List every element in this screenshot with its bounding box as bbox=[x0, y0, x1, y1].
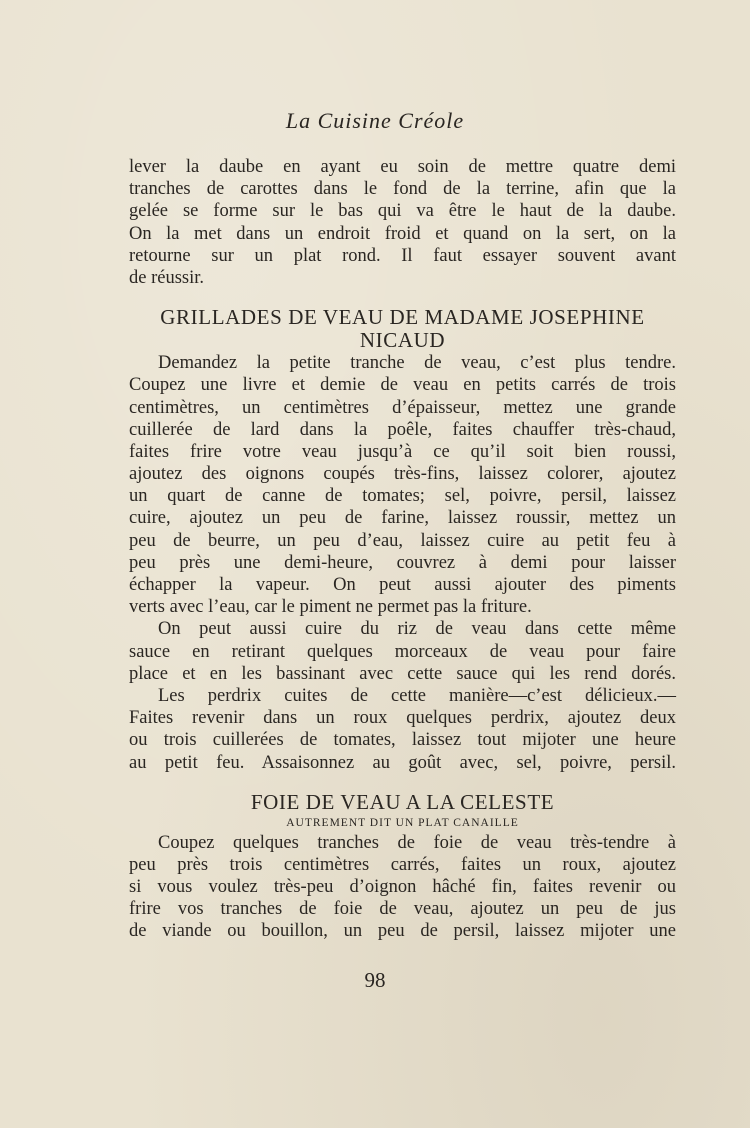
text-line: peu de beurre, un peu d’eau, laissez cuire au petit feu à bbox=[129, 530, 676, 551]
text-line: verts avec l’eau, car le piment ne permet pas la friture. bbox=[129, 597, 532, 618]
spacer bbox=[129, 774, 676, 791]
section-subheading: AUTREMENT DIT UN PLAT CANAILLE bbox=[286, 816, 519, 829]
text-line: si vous voulez très-peu d’oignon hâché fin, faites revenir ou bbox=[129, 877, 676, 898]
text-line: de viande ou bouillon, un peu de persil, laissez mijoter une bbox=[129, 921, 676, 942]
text-line: Faites revenir dans un roux quelques perdrix, ajoutez deux bbox=[129, 708, 676, 729]
text-line: ou trois cuillerées de tomates, laissez tout mijoter une heure bbox=[129, 730, 676, 751]
text-line: On la met dans un endroit froid et quand on la sert, on la bbox=[129, 223, 676, 244]
recipe-grillades bbox=[129, 306, 676, 774]
recipe-foie-de-veau bbox=[129, 791, 676, 943]
text-line: échapper la vapeur. On peut aussi ajouter des piments bbox=[129, 575, 676, 595]
text-line: retourne sur un plat rond. Il faut essayer souvent avant bbox=[129, 245, 676, 266]
text-line: ajoutez des oignons coupés très-fins, laissez colorer, ajoutez bbox=[129, 464, 676, 485]
paragraph bbox=[129, 832, 676, 943]
paragraph bbox=[129, 618, 676, 685]
text-line: place et en les bassinant avec cette sauce qui les rend dorés. bbox=[129, 663, 676, 684]
text-line: frire vos tranches de foie de veau, ajoutez un peu de jus bbox=[129, 899, 676, 920]
text-line: cuire, ajoutez un peu de farine, laissez roussir, mettez un bbox=[129, 508, 676, 529]
text-line: un quart de canne de tomates; sel, poivre, persil, laissez bbox=[129, 486, 676, 507]
page-body bbox=[129, 156, 676, 943]
text-line: sauce en retirant quelques morceaux de veau pour faire bbox=[129, 641, 676, 662]
paragraph bbox=[129, 352, 676, 618]
text-line: Demandez la petite tranche de veau, c’est plus tendre. bbox=[158, 353, 676, 374]
text-line: Les perdrix cuites de cette manière—c’est délicieux.— bbox=[158, 685, 676, 706]
text-line: tranches de carottes dans le fond de la terrine, afin que la bbox=[129, 179, 676, 200]
section-heading: FOIE DE VEAU A LA CELESTE bbox=[250, 789, 555, 814]
continuation-paragraph bbox=[129, 156, 676, 289]
spacer bbox=[129, 289, 676, 306]
text-line: peu près une demi-heure, couvrez à demi pour laisser bbox=[129, 552, 676, 573]
page-number: 98 bbox=[364, 968, 386, 992]
paragraph bbox=[129, 685, 676, 774]
text-line: au petit feu. Assaisonnez au goût avec, sel, poivre, persil. bbox=[129, 752, 676, 773]
section-heading-continued: NICAUD bbox=[359, 328, 446, 353]
running-head: La Cuisine Créole bbox=[285, 108, 465, 133]
text-line: peu près trois centimètres carrés, faites un roux, ajoutez bbox=[129, 854, 676, 875]
text-line: faites frire votre veau jusqu’à ce qu’il soit bien roussi, bbox=[129, 441, 676, 462]
text-line: cuillerée de lard dans la poêle, faites chauffer très-chaud, bbox=[129, 419, 676, 440]
text-line: Coupez quelques tranches de foie de veau très-tendre à bbox=[158, 832, 676, 853]
text-line: Coupez une livre et demie de veau en petits carrés de trois bbox=[129, 375, 676, 396]
text-line: de réussir. bbox=[129, 267, 205, 288]
text-line: gelée se forme sur le bas qui va être le haut de la daube. bbox=[129, 201, 676, 222]
text-line: centimètres, un centimètres d’épaisseur, mettez une grande bbox=[129, 397, 676, 418]
section-heading: GRILLADES DE VEAU DE MADAME JOSEPHINE bbox=[160, 305, 645, 330]
text-line: lever la daube en ayant eu soin de mettre quatre demi bbox=[129, 157, 676, 177]
text-line: On peut aussi cuire du riz de veau dans cette même bbox=[158, 619, 676, 640]
